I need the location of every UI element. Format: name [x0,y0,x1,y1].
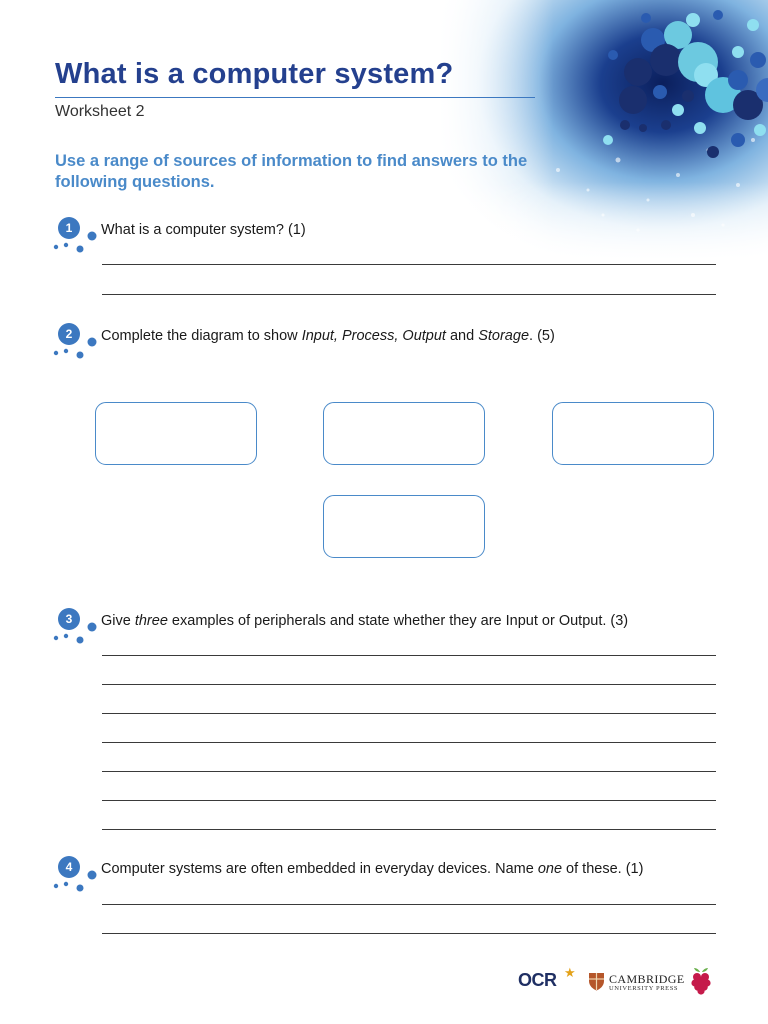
question-text-part: of these. (1) [562,861,644,877]
question-text-part: . (5) [529,328,555,344]
question-text-emphasis: one [537,861,563,877]
ocr-logo: OCR [518,970,557,990]
title-divider [55,97,535,98]
star-icon: ★ [564,965,576,980]
answer-line[interactable] [102,294,716,295]
answer-line[interactable] [102,655,716,656]
worksheet-subtitle: Worksheet 2 [55,103,145,120]
answer-line[interactable] [102,829,716,830]
answer-line[interactable] [102,800,716,801]
question-text-part: Complete the diagram to show [101,328,302,344]
header-bubbles-image [438,0,768,260]
question-text-part: Computer systems are often embedded in everyday devices. Name [101,861,538,877]
question-number-marker [50,320,102,360]
question-number-marker [50,605,102,645]
question-number: 3 [65,612,73,626]
cambridge-logo-text: CAMBRIDGE [609,972,685,986]
question-number: 2 [65,327,73,341]
answer-line[interactable] [102,713,716,714]
raspberry-pi-logo-icon [688,964,714,998]
question-text-emphasis: three [134,613,168,629]
diagram-box-output[interactable] [552,402,714,465]
question-number: 1 [65,221,73,235]
question-text-part: Give [101,613,135,629]
question-text [101,861,643,877]
cambridge-shield-icon [588,972,605,991]
footer-logos [515,962,720,1002]
page-title: What is a computer system? [55,58,454,90]
question-text: What is a computer system? (1) [101,222,306,238]
diagram-box-process[interactable] [323,402,485,465]
diagram-box-storage[interactable] [323,495,485,558]
question-text-emphasis: Input, Process, Output [301,328,446,344]
question-text-part: examples of peripherals and state whether they are Input or Output. (3) [167,613,629,629]
question-text-part: and [445,328,479,344]
question-number-marker [50,853,102,893]
answer-line[interactable] [102,904,716,905]
answer-line[interactable] [102,933,716,934]
answer-line[interactable] [102,771,716,772]
instructions-text: Use a range of sources of information to find answers to the following questions. [55,152,528,191]
answer-line[interactable] [102,684,716,685]
answer-line[interactable] [102,264,716,265]
diagram-box-input[interactable] [95,402,257,465]
question-text-emphasis: Storage [478,328,530,344]
question-text [101,613,628,629]
answer-line[interactable] [102,742,716,743]
question-text [101,328,555,344]
cambridge-logo-subtext: UNIVERSITY PRESS [609,985,679,992]
question-number: 4 [65,860,73,874]
question-number-marker [50,214,102,254]
